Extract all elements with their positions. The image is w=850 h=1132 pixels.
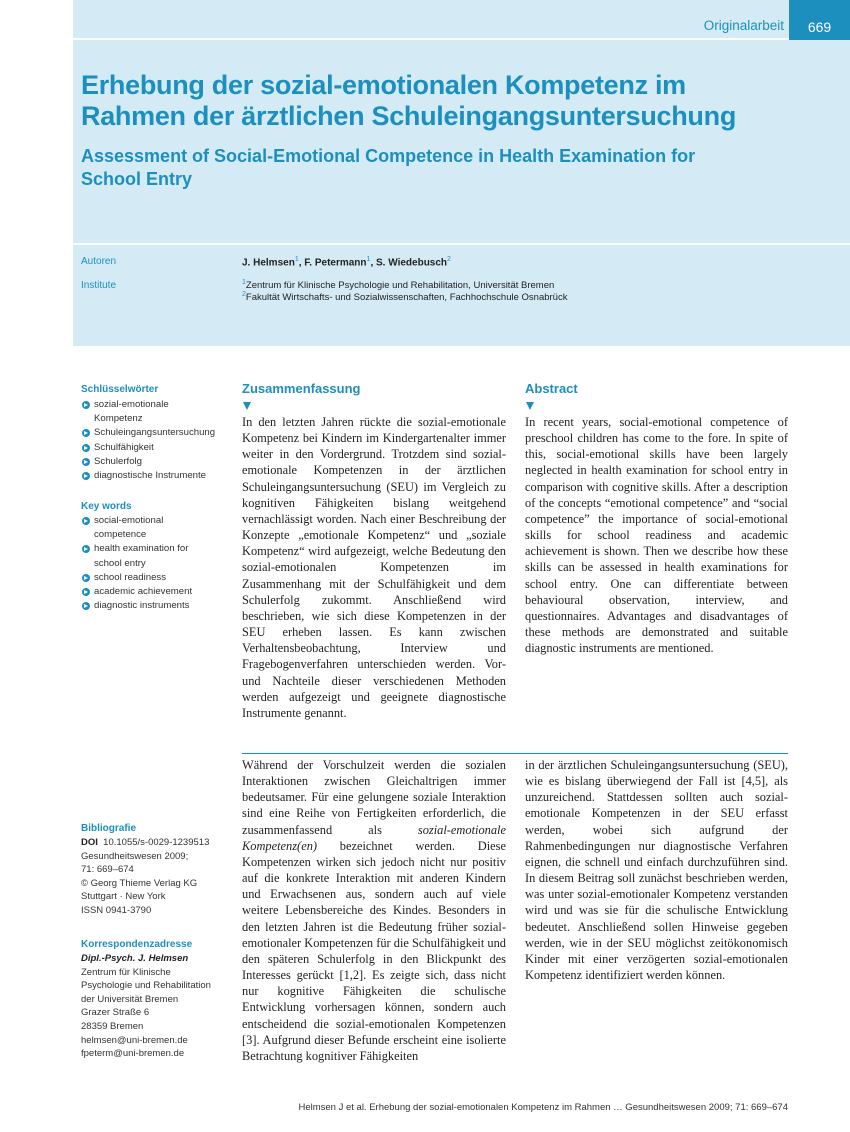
body-text-part: bezeichnet werden. Diese Kompetenzen wirken sich jedoch nicht nur positiv auf die konkrete Interaktion mit anderen Kindern und Erwachsenen aus, sondern auch auf viele weitere Lebensbereiche des Kindes. Besonders in den letzten Jahren ist die Bedeutung früher sozial-emotionaler Kompetenzen für die Schulfähigkeit und den späteren Schulerfolg in den Blickpunkt des Interesses gerückt [1,2]. Es zeigte sich, dass nicht nur kognitive Fähigkeiten die schulische Entwicklung vorhersagen können, sondern auch entscheidend die sozial-emotionalen Kompetenzen [3]. Aufgrund dieser Befunde erscheint eine isolierte Betrachtung kognitiver Fähigkeiten	[242, 838, 506, 1063]
author-affiliation-sup: 1	[294, 256, 299, 263]
author-name: , S. Wiedebusch	[370, 257, 448, 269]
keyword-item: diagnostische Instrumente	[81, 469, 231, 483]
institutes-label: Institute	[81, 280, 117, 291]
keyword-item-continuation: school entry	[94, 557, 146, 569]
keywords-en-list	[81, 514, 231, 613]
title-english	[81, 145, 781, 191]
address-line: Zentrum für Klinische	[81, 966, 171, 978]
keywords-en-heading: Key words	[81, 501, 132, 512]
institute-sup: 1	[242, 279, 246, 286]
section-label: Originalarbeit	[703, 18, 784, 33]
correspondence-heading: Korrespondenzadresse	[81, 939, 193, 950]
keyword-item-continuation: competence	[94, 529, 147, 541]
keyword-item: diagnostic instruments	[81, 599, 231, 613]
keyword-item: sozial-emotionale	[81, 398, 231, 412]
title-english-line1: Assessment of Social-Emotional Competence in Health Examination for	[81, 146, 696, 166]
keyword-item: Schulerfolg	[81, 455, 231, 469]
address-line: der Universität Bremen	[81, 993, 179, 1005]
body-text-part: Während der Vorschulzeit werden die sozialen Interaktionen zwischen Gleichaltrigen immer bedeutsamer. Für eine gelungene soziale Interaktion sind eine Reihe von Fertigkeiten erforderlich, die zusammenfassend als	[242, 758, 506, 837]
authors-label: Autoren	[81, 256, 117, 267]
pages-line: 71: 669–674	[81, 864, 134, 876]
triangle-down-icon	[526, 402, 534, 410]
institute-text: Fakultät Wirtschafts- und Sozialwissenschaften, Fachhochschule Osnabrück	[245, 292, 568, 304]
footer-citation: Helmsen J et al. Erhebung der sozial-emotionalen Kompetenz im Rahmen … Gesundheitswesen 2009; 71: 669–674	[298, 1102, 788, 1113]
city-line: Stuttgart · New York	[81, 891, 166, 903]
institute-2	[242, 291, 567, 303]
header-bar	[73, 0, 850, 40]
bibliography-heading: Bibliografie	[81, 823, 137, 834]
correspondence-name: Dipl.-Psych. J. Helmsen	[81, 953, 189, 964]
correspondence-block	[81, 952, 241, 1061]
author-affiliation-sup: 1	[366, 256, 371, 263]
body-text-emphasis: sozial-emotionale Kompetenz(en)	[242, 822, 506, 853]
title-german	[81, 70, 821, 132]
address-line: Psychologie und Rehabilitation	[81, 980, 211, 992]
author-name: J. Helmsen	[242, 257, 295, 269]
institute-text: Zentrum für Klinische Psychologie und Rehabilitation, Universität Bremen	[245, 280, 555, 292]
title-german-line2: Rahmen der ärztlichen Schuleingangsuntersuchung	[81, 101, 737, 131]
author-affiliation-sup: 2	[447, 256, 451, 263]
keywords-de-heading: Schlüsselwörter	[81, 384, 159, 395]
page-number: 669	[789, 0, 850, 40]
title-english-line2: School Entry	[81, 169, 193, 189]
abstract-en-heading: Abstract	[525, 381, 578, 396]
institute-1	[242, 279, 554, 291]
header-divider	[73, 243, 850, 245]
keywords-de-list	[81, 398, 231, 483]
bibliography-block	[81, 836, 241, 918]
keyword-item: Schuleingangsuntersuchung	[81, 426, 231, 440]
institute-sup: 2	[242, 291, 246, 298]
address-line: 28359 Bremen	[81, 1020, 144, 1032]
keyword-item: Schulfähigkeit	[81, 441, 231, 455]
section-rule	[242, 753, 788, 754]
authors	[242, 256, 451, 268]
doi-label: DOI	[81, 837, 98, 848]
title-german-line1: Erhebung der sozial-emotionalen Kompetenz im	[81, 70, 686, 100]
doi-line	[81, 836, 241, 850]
triangle-down-icon	[243, 402, 251, 410]
journal-line: Gesundheitswesen 2009;	[81, 850, 189, 862]
author-name: , F. Petermann	[298, 257, 367, 269]
keyword-item: social-emotional	[81, 514, 231, 528]
address-line: Grazer Straße 6	[81, 1007, 150, 1019]
body-column-2: in der ärztlichen Schuleingangsuntersuchung (SEU), wie es bislang überwiegend der Fall ist [4,5], als unzureichend. Stattdessen sollten auch sozial-emotionale Kompetenzen in der SEU erfasst werden, wobei sich aufgrund der Rahmenbedingungen nur diagnostische Verfahren eignen, die schnell und einfach durchzuführen sind. In diesem Beitrag soll zunächst beschrieben werden, was unter sozial-emotionaler Kompetenz verstanden wird und was sie für die schulische Entwicklung bedeutet. Anschließend sollen Hinweise gegeben werden, wie in der SEU möglichst zeitökonomisch Kinder mit einer verzögerten sozial-emotionalen Kompetenz identifiziert werden können.	[525, 758, 788, 983]
body-column-1	[242, 757, 506, 1064]
issn-line: ISSN 0941-3790	[81, 904, 152, 916]
keyword-item: academic achievement	[81, 585, 231, 599]
email-link[interactable]: helmsen@uni-bremen.de	[81, 1034, 188, 1046]
abstract-de-heading: Zusammenfassung	[242, 381, 361, 396]
copyright-line: © Georg Thieme Verlag KG	[81, 877, 198, 889]
abstract-en-text: In recent years, social-emotional competence of preschool children has come to the fore. In spite of this, social-emotional skills have been largely neglected in health examination for school entry in comparison with cognitive skills. After a description of the concepts “emotional competence” and “social competence” the importance of social-emotional skills for school readiness and academic achievement is shown. Then we describe how these skills can be assessed in health examinations for school entry. One can differentiate between behavioural observation, interview, and questionnaires. Advantages and disadvantages of these methods are demonstrated and suitable diagnostic instruments are mentioned.	[525, 415, 788, 656]
doi-value: 10.1055/s-0029-1239513	[103, 837, 210, 848]
email-link[interactable]: fpeterm@uni-bremen.de	[81, 1048, 185, 1060]
abstract-de-text: In den letzten Jahren rückte die sozial-emotionale Kompetenz bei Kindern im Kindergartenalter immer weiter in den Vordergrund. Trotzdem sind sozial-emotionale Kompetenzen in der ärztlichen Schuleingangsuntersuchung (SEU) im Vergleich zu kognitiven Fähigkeiten bislang weitgehend vernachlässigt worden. Nach einer Beschreibung der Konzepte „emotionale Kompetenz“ und „soziale Kompetenz“ wird aufgezeigt, welche Bedeutung den sozial-emotionalen Kompetenzen im Zusammenhang mit der Schulfähigkeit und dem Schulerfolg zukommt. Anschließend wird beschrieben, wie sich diese Kompetenzen in der SEU erheben lassen. Es kann zwischen Verhaltensbeobachtung, Interview und Fragebogenverfahren unterschieden werden. Vor- und Nachteile dieser verschiedenen Methoden werden aufgezeigt und geeignete diagnostische Instrumente genannt.	[242, 415, 506, 720]
keyword-item: school readiness	[81, 571, 231, 585]
keyword-item-continuation: Kompetenz	[94, 413, 143, 425]
keyword-item: health examination for	[81, 542, 231, 556]
